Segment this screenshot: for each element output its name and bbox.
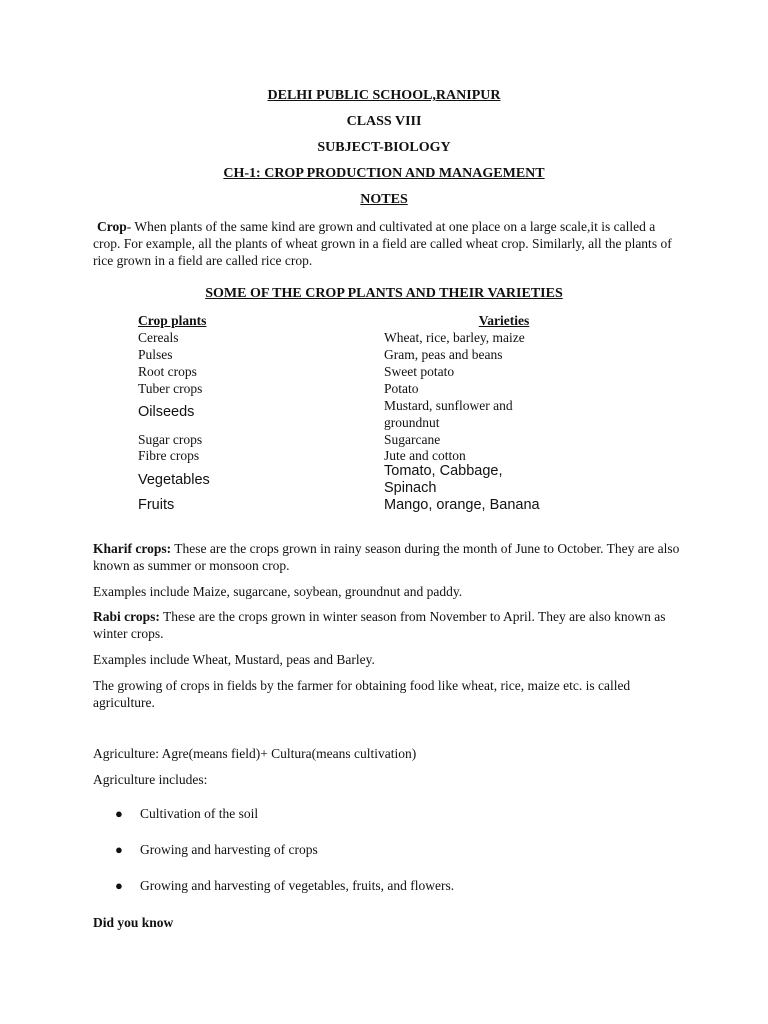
crop-term: Crop: [97, 219, 127, 234]
kharif-examples: Examples include Maize, sugarcane, soybean, groundnut and paddy.: [93, 584, 463, 599]
table-cell-variety: Jute and cotton: [384, 448, 466, 463]
chapter-title: CH-1: CROP PRODUCTION AND MANAGEMENT: [223, 166, 545, 181]
bullet-icon: ●: [115, 806, 123, 821]
table-cell-variety: Wheat, rice, barley, maize: [384, 330, 525, 345]
table-cell-variety: Mustard, sunflower and: [384, 398, 513, 413]
list-item: Cultivation of the soil: [140, 806, 259, 821]
table-cell-variety: Gram, peas and beans: [384, 347, 503, 362]
table-cell-crop: Vegetables: [138, 472, 210, 488]
class-label: CLASS VIII: [346, 114, 422, 129]
table-cell-variety: Sweet potato: [384, 364, 455, 379]
agriculture-etymology: Agriculture: Agre(means field)+ Cultura(means cultivation): [93, 746, 417, 761]
table-header-crop-plants: Crop plants: [138, 313, 207, 328]
rabi-text: These are the crops grown in winter season from November to April. They are also known as winter crops.: [93, 609, 666, 641]
did-you-know-heading: Did you know: [93, 915, 174, 930]
table-title: SOME OF THE CROP PLANTS AND THEIR VARIETIES: [205, 286, 563, 301]
bullet-icon: ●: [115, 878, 123, 893]
list-item: Growing and harvesting of crops: [140, 842, 318, 857]
kharif-term: Kharif crops:: [93, 541, 172, 556]
crop-definition-text: - When plants of the same kind are grown and cultivated at one place on a large scale,it is called a crop. For example, all the plants of wheat grown in a field are called wheat crop. Similarly, all the plants of rice grown in a field are called rice crop.: [93, 219, 672, 268]
rabi-paragraph: [93, 608, 683, 642]
table-cell-crop: Cereals: [138, 330, 179, 345]
table-header-varieties: Varieties: [478, 313, 530, 328]
table-cell-variety-cont: groundnut: [384, 415, 440, 430]
table-cell-variety: Tomato, Cabbage,: [384, 463, 503, 479]
table-cell-crop: Fibre crops: [138, 448, 200, 463]
table-cell-crop: Root crops: [138, 364, 197, 379]
table-cell-variety: Potato: [384, 381, 419, 396]
rabi-term: Rabi crops:: [93, 609, 160, 624]
school-name: DELHI PUBLIC SCHOOL,RANIPUR: [267, 88, 501, 103]
subject-label: SUBJECT-BIOLOGY: [317, 140, 451, 155]
list-item: Growing and harvesting of vegetables, fruits, and flowers.: [140, 878, 455, 893]
table-cell-crop: Fruits: [138, 497, 175, 513]
table-cell-variety-cont: Spinach: [384, 480, 437, 496]
agriculture-definition: The growing of crops in fields by the farmer for obtaining food like wheat, rice, maize etc. is called agriculture.: [93, 678, 631, 710]
table-cell-variety: Mango, orange, Banana: [384, 497, 540, 513]
table-cell-crop: Sugar crops: [138, 432, 203, 447]
rabi-examples: Examples include Wheat, Mustard, peas and Barley.: [93, 652, 375, 667]
kharif-paragraph: [93, 540, 683, 574]
bullet-icon: ●: [115, 842, 123, 857]
table-cell-crop: Oilseeds: [138, 404, 195, 420]
table-cell-crop: Pulses: [138, 347, 173, 362]
table-cell-variety: Sugarcane: [384, 432, 441, 447]
agriculture-includes-label: Agriculture includes:: [93, 772, 208, 787]
crop-definition: [93, 218, 683, 269]
kharif-text: These are the crops grown in rainy season during the month of June to October. They are also known as summer or monsoon crop.: [93, 541, 680, 573]
table-cell-crop: Tuber crops: [138, 381, 203, 396]
notes-heading: NOTES: [360, 192, 408, 207]
